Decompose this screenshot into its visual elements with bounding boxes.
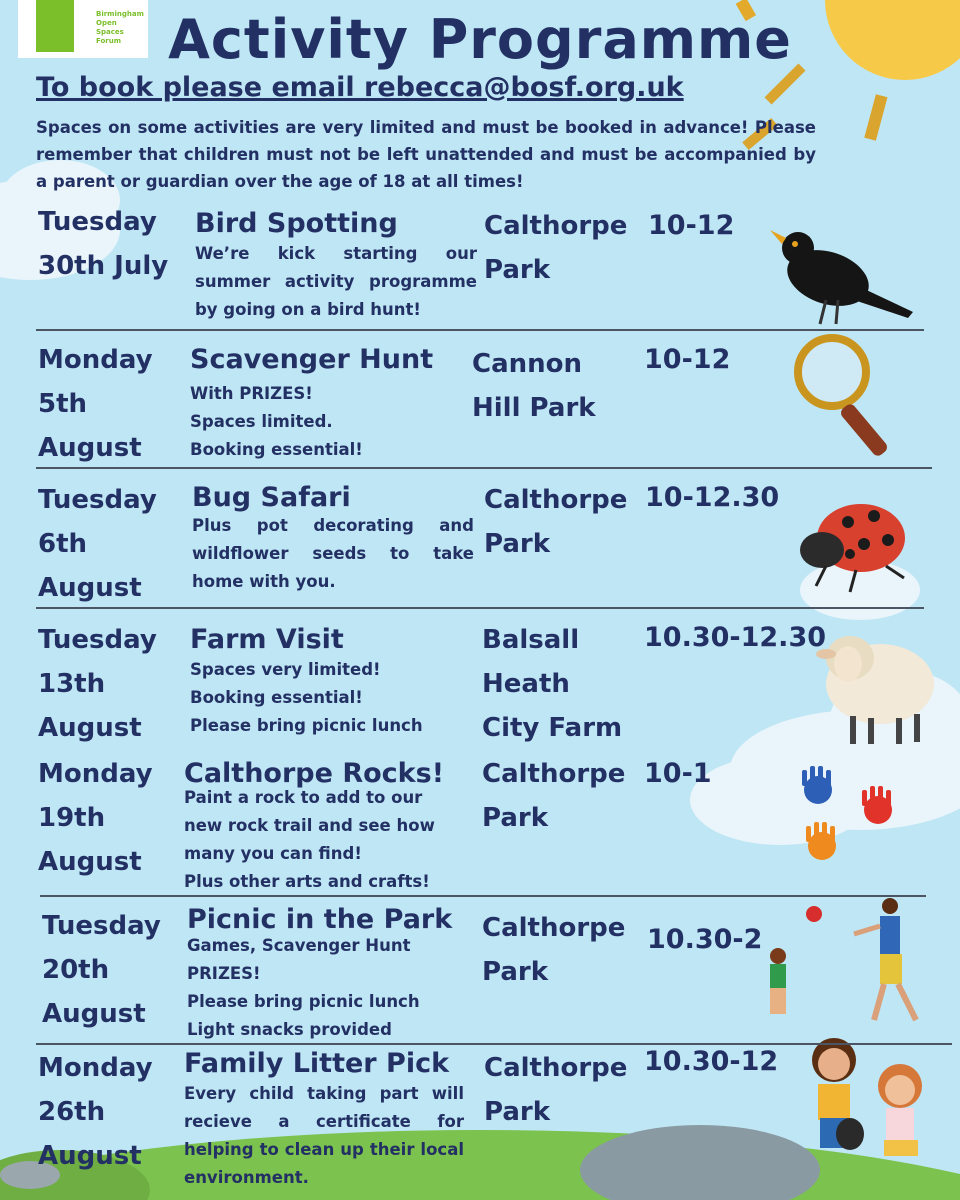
venue-line: Heath — [482, 669, 570, 699]
day-line: Monday — [38, 345, 153, 375]
venue-line: Calthorpe — [484, 1053, 628, 1083]
booking-email-link[interactable]: To book please email rebecca@bosf.org.uk — [36, 72, 684, 103]
day-line: 20th — [42, 955, 110, 985]
description-line: many you can find! — [184, 844, 362, 863]
venue-line: Calthorpe — [482, 759, 626, 789]
event-time: 10-12 — [648, 210, 735, 241]
description-line: Please bring picnic lunch — [190, 716, 423, 735]
day-line: 13th — [38, 669, 106, 699]
event-day — [38, 200, 168, 288]
description-line: new rock trail and see how — [184, 816, 435, 835]
row-divider — [40, 895, 926, 897]
venue-line: Balsall — [482, 625, 580, 655]
event-time: 10.30-2 — [647, 924, 763, 955]
event-description: Plus pot decorating and wildflower seeds to take home with you. — [192, 516, 474, 591]
blackbird-icon — [768, 220, 918, 330]
event-title: Bird Spotting — [195, 208, 398, 239]
day-line: Tuesday — [38, 625, 157, 655]
venue-line: Park — [484, 255, 551, 285]
logo-line: Birmingham — [96, 10, 144, 18]
venue-line: Park — [484, 529, 551, 559]
magnifying-glass-icon — [790, 332, 905, 462]
description-line: Spaces limited. — [190, 412, 333, 431]
day-line: Monday — [38, 1053, 153, 1083]
event-title: Calthorpe Rocks! — [184, 758, 445, 789]
description-line: Light snacks provided — [187, 1020, 392, 1039]
event-day — [38, 478, 157, 610]
description-line: PRIZES! — [187, 964, 261, 983]
description-line: Please bring picnic lunch — [187, 992, 420, 1011]
event-time: 10-12.30 — [645, 482, 780, 513]
venue-line: Park — [482, 803, 549, 833]
event-time: 10.30-12.30 — [644, 622, 827, 653]
event-title: Family Litter Pick — [184, 1048, 450, 1079]
children-playing-icon — [756, 896, 936, 1026]
description-line: With PRIZES! — [190, 384, 313, 403]
event-venue — [472, 342, 596, 430]
litter-pick-children-icon — [800, 1030, 960, 1170]
venue-line: Calthorpe — [482, 913, 626, 943]
row-divider — [36, 607, 924, 609]
row-divider — [36, 329, 924, 331]
day-line: August — [38, 573, 142, 603]
row-divider — [36, 467, 932, 469]
day-line: 5th — [38, 389, 88, 419]
venue-line: Calthorpe — [484, 211, 628, 241]
event-description: Every child taking part will recieve a certificate for helping to clean up their local environment. — [184, 1084, 464, 1187]
day-line: 6th — [38, 529, 88, 559]
day-line: 30th July — [38, 251, 169, 281]
day-line: 19th — [38, 803, 106, 833]
ladybird-icon — [786, 486, 916, 596]
day-line: Tuesday — [42, 911, 161, 941]
page-title: Activity Programme — [168, 8, 792, 71]
event-day — [38, 752, 153, 884]
event-time: 10-1 — [644, 758, 712, 789]
event-venue — [482, 906, 625, 994]
handprints-icon — [792, 764, 912, 874]
event-title: Farm Visit — [190, 624, 344, 655]
day-line: August — [38, 1141, 142, 1171]
venue-line: Cannon — [472, 349, 583, 379]
day-line: Tuesday — [38, 485, 157, 515]
description-line: Games, Scavenger Hunt — [187, 936, 411, 955]
event-time: 10-12 — [644, 344, 731, 375]
day-line: August — [38, 713, 142, 743]
logo-line: Spaces — [96, 28, 124, 36]
event-day — [38, 338, 153, 470]
event-day — [38, 618, 157, 750]
event-venue — [482, 752, 625, 840]
booking-notice: Spaces on some activities are very limited and must be booked in advance! Please remember that children must not be left unattended and must be accompanied by a parent or guardian over the age of 18 at all times! — [36, 118, 816, 191]
day-line: 26th — [38, 1097, 106, 1127]
logo-line: Forum — [96, 37, 122, 45]
venue-line: Calthorpe — [484, 485, 628, 515]
description-line: Plus other arts and crafts! — [184, 872, 430, 891]
event-day — [42, 904, 161, 1036]
event-description — [184, 784, 479, 896]
logo-line: Open — [96, 19, 117, 27]
venue-line: City Farm — [482, 713, 623, 743]
event-description — [190, 656, 480, 740]
day-line: August — [38, 847, 142, 877]
day-line: Monday — [38, 759, 153, 789]
description-line: Booking essential! — [190, 440, 363, 459]
event-title: Bug Safari — [192, 482, 351, 513]
description-line: Paint a rock to add to our — [184, 788, 423, 807]
event-title: Picnic in the Park — [187, 904, 453, 935]
event-venue — [484, 204, 627, 292]
event-description — [187, 932, 467, 1044]
venue-line: Hill Park — [472, 393, 596, 423]
row-divider — [36, 1043, 952, 1045]
event-day — [38, 1046, 153, 1178]
day-line: Tuesday — [38, 207, 157, 237]
day-line: August — [42, 999, 146, 1029]
event-venue — [482, 618, 622, 750]
venue-line: Park — [482, 957, 549, 987]
event-title: Scavenger Hunt — [190, 344, 434, 375]
event-venue — [484, 478, 627, 566]
day-line: August — [38, 433, 142, 463]
description-line: Spaces very limited! — [190, 660, 381, 679]
sheep-icon — [810, 618, 940, 748]
event-venue — [484, 1046, 627, 1134]
event-description: We’re kick starting our summer activity programme by going on a bird hunt! — [195, 244, 477, 319]
event-description — [190, 380, 470, 464]
venue-line: Park — [484, 1097, 551, 1127]
event-time: 10.30-12 — [644, 1046, 779, 1077]
description-line: Booking essential! — [190, 688, 363, 707]
